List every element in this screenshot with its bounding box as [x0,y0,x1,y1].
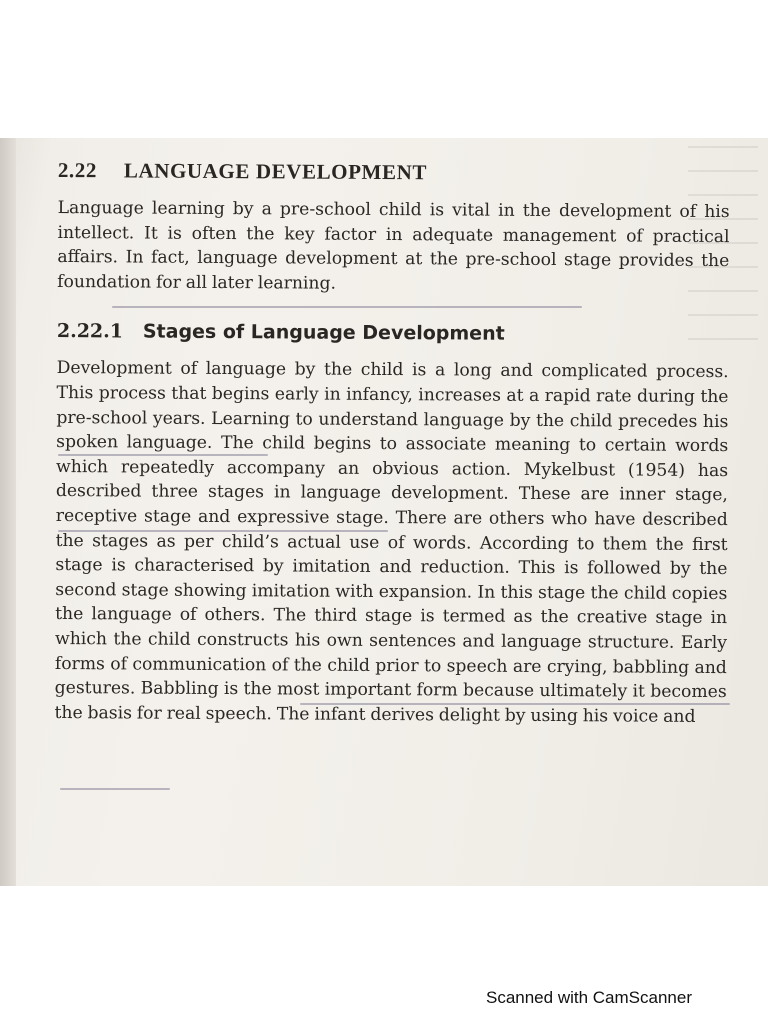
section-paragraph: Language learning by a pre-school child is vital in the development of his intellect. It is often the key factor in adequate management of practical affairs. In fact, language development at the pre-school stage provides the foundation for all later learning. [57,197,730,294]
pen-underline [58,530,388,532]
pen-underline [300,703,730,705]
section-heading [58,150,730,194]
page-content [54,150,730,729]
subsection-heading [57,314,729,352]
section-title: LANGUAGE DEVELOPMENT [123,158,428,185]
camscanner-watermark: Scanned with CamScanner [485,988,692,1007]
subsection-title: Stages of Language Development [142,320,505,346]
page-binding-edge [0,138,16,886]
pen-underline [60,788,170,790]
pen-underline [58,454,268,456]
subsection-paragraph: Development of language by the child is a long and complicated process. This process that begins early in infancy, increases at a rapid rate during the pre-school years. Learning to understand language by the child precedes his spoken language. The child begins to associate meaning to certain words which repeatedly accompany an obvious action. Mykelbust (1954) has described three stages in language development. These are inner stage, receptive stage and expressive stage. There are others who have described the stages as per child’s actual use of words. According to them the first stage is characterised by imitation and reduction. This is followed by the second stage showing imitation with expansion. In this stage the child copies the language of others. The third stage is termed as the creative stage in which the child constructs his own sentences and language structure. Early forms of communication of the child prior to speech are crying, babbling and gestures. Babbling is the most important form because ultimately it becomes the basis for real speech. The infant derives delight by using his voice and [54,358,729,727]
pen-underline [112,306,582,308]
section-number: 2.22 [57,157,98,183]
subsection-number: 2.22.1 [56,320,124,343]
